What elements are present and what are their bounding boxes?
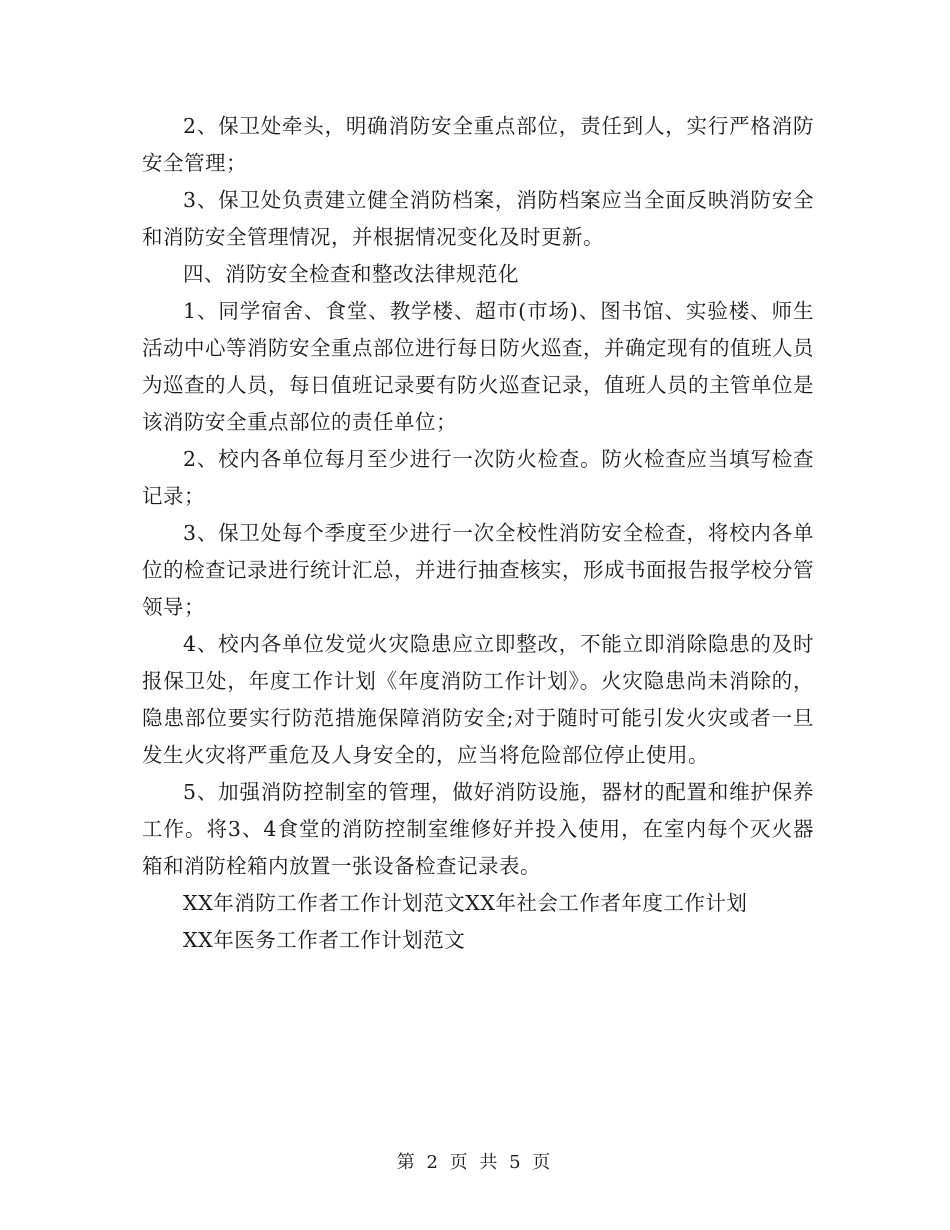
page-number-footer: 第 2 页 共 5 页 [396,1152,554,1173]
paragraph-item-2-monthly-check: 2、校内各单位每月至少进行一次防火检查。防火检查应当填写检查记录； [142,447,814,508]
paragraph-item-4-hazard: 4、校内各单位发觉火灾隐患应立即整改，不能立即消除隐患的及时报保卫处，年度工作计划《年度消防工作计划》。火灾隐患尚未消除的，隐患部位要实行防范措施保障消防安全;对于随时可能引发火灾或者一旦发生火灾将严重危及人身安全的，应当将危险部位停止使用。 [142,632,814,767]
section-heading-4: 四、消防安全检查和整改法律规范化 [183,262,519,286]
related-articles-line-1: XX年消防工作者工作计划范文XX年社会工作者年度工作计划 [183,891,748,915]
document-body [142,108,814,959]
paragraph-item-5-control-room: 5、加强消防控制室的管理，做好消防设施，器材的配置和维护保养工作。将3、4食堂的消防控制室维修好并投入使用，在室内每个灭火器箱和消防栓箱内放置一张设备检查记录表。 [142,780,814,878]
related-articles-line-2: XX年医务工作者工作计划范文 [183,928,466,952]
paragraph-item-2-duty: 2、保卫处牵头，明确消防安全重点部位，责任到人，实行严格消防安全管理； [142,114,814,175]
paragraph-item-3-archive: 3、保卫处负责建立健全消防档案，消防档案应当全面反映消防安全和消防安全管理情况，并根据情况变化及时更新。 [142,188,814,249]
paragraph-item-1-patrol: 1、同学宿舍、食堂、教学楼、超市(市场)、图书馆、实验楼、师生活动中心等消防安全重点部位进行每日防火巡查，并确定现有的值班人员为巡查的人员，每日值班记录要有防火巡查记录，值班人员的主管单位是该消防安全重点部位的责任单位； [142,299,814,434]
paragraph-item-3-quarterly-check: 3、保卫处每个季度至少进行一次全校性消防安全检查，将校内各单位的检查记录进行统计汇总，并进行抽查核实，形成书面报告报学校分管领导； [142,521,814,619]
